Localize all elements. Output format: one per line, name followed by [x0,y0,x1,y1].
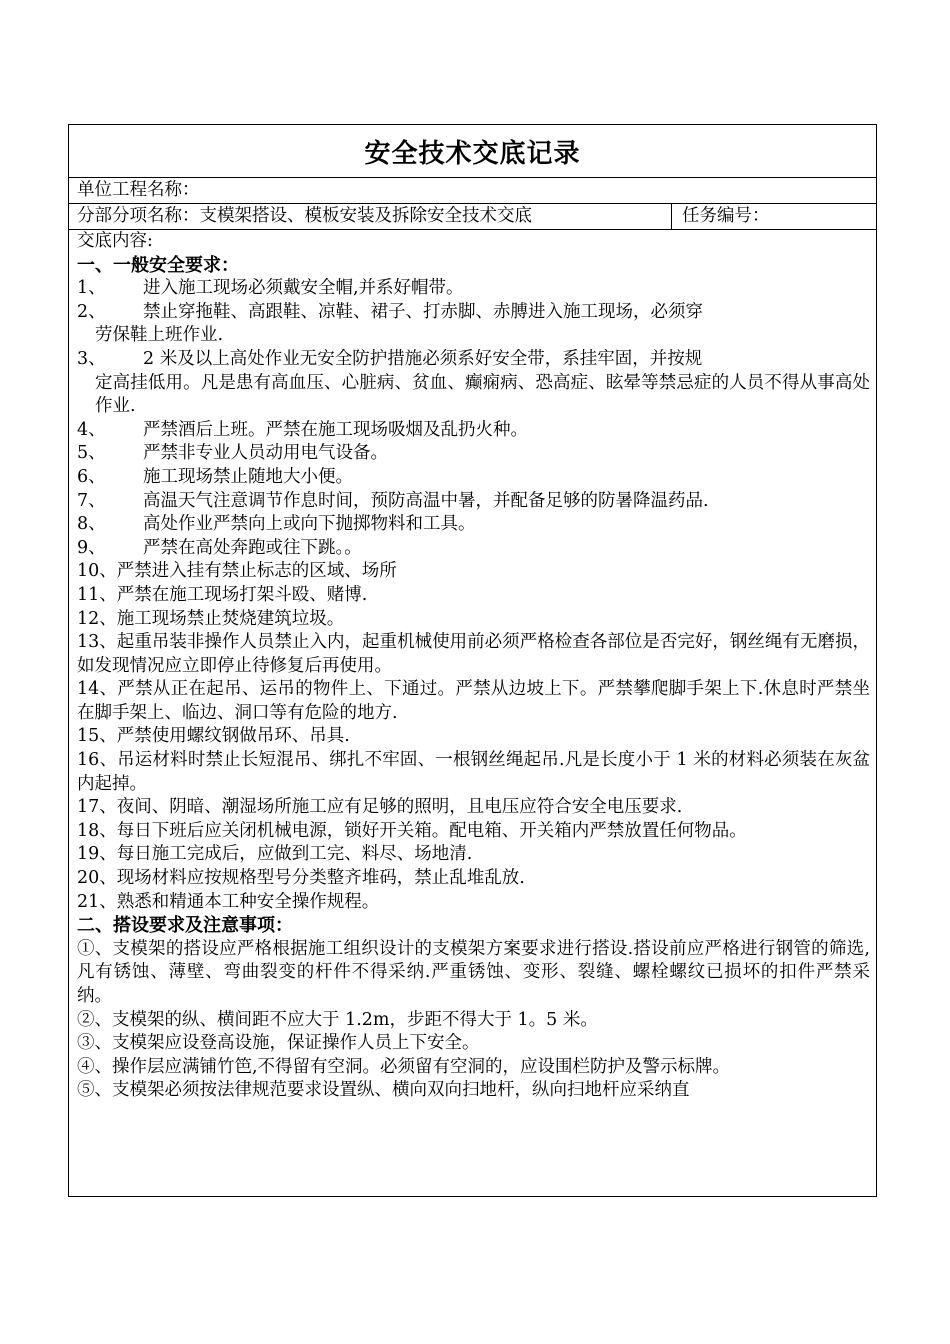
title-row [69,125,876,178]
list-item: 11、严禁在施工现场打架斗殴、赌博. [77,584,368,605]
list-item: 18、每日下班后应关闭机械电源，锁好开关箱。配电箱、开关箱内严禁放置任何物品。 [77,820,747,841]
item-number: 6、 [77,466,106,487]
list-item: 21、熟悉和精通本工种安全操作规程。 [77,891,380,912]
list-item: ②、支模架的纵、横间距不应大于 1.2m，步距不得大于 1。5 米。 [77,1009,598,1030]
list-item: 12、施工现场禁止焚烧建筑垃圾。 [77,608,345,629]
list-item: 20、现场材料应按规格型号分类整齐堆码，禁止乱堆乱放. [77,868,525,889]
item-number: 7、 [77,490,106,511]
page-title: 安全技术交底记录 [364,138,581,169]
list-item [77,466,870,490]
list-item: 14、严禁从正在起吊、运吊的物件上、下通过。严禁从边坡上下。严禁攀爬脚手架上下.休息时严禁坐在脚手架上、临边、洞口等有危险的地方. [77,679,870,723]
item-text: 严禁在高处奔跑或往下跳。。 [143,537,362,558]
list-item [77,348,870,419]
list-item: 17、夜间、阴暗、潮湿场所施工应有足够的照明，且电压应符合安全电压要求. [77,797,683,818]
item-text: 禁止穿拖鞋、高跟鞋、凉鞋、裙子、打赤脚、赤膊进入施工现场，必须穿 [143,301,703,322]
section2-heading: 二、搭设要求及注意事项： [77,915,293,937]
subproject-row [69,204,876,230]
list-item [77,301,870,348]
list-item: 15、严禁使用螺纹钢做吊环、吊具. [77,726,350,747]
list-item [77,513,870,537]
item-text-wrap [95,301,870,348]
item-number: 5、 [77,443,106,464]
item-text-continued: 定高挂低用。凡是患有高血压、心脏病、贫血、癫痫病、恐高症、眩晕等禁忌症的人员不得从事高处作业. [95,372,870,417]
item-number: 1、 [77,278,106,299]
list-item: ④、操作层应满铺竹笆,不得留有空洞。必须留有空洞的，应设围栏防护及警示标牌。 [77,1056,731,1077]
item-number: 8、 [77,514,106,535]
list-item [77,490,870,514]
item-text: 高处作业严禁向上或向下抛掷物料和工具。 [143,514,476,535]
list-item [77,419,870,443]
item-text: 进入施工现场必须戴安全帽,并系好帽带。 [143,278,464,299]
list-item: ③、支模架应设登高设施，保证操作人员上下安全。 [77,1033,480,1054]
list-item: 19、每日施工完成后，应做到工完、料尽、场地清. [77,844,473,865]
list-item [77,442,870,466]
list-item: 16、吊运材料时禁止长短混吊、绑扎不牢固、一根钢丝绳起吊.凡是长度小于 1 米的材料必须装在灰盆内起掉。 [77,750,870,794]
section1-heading: 一、一般安全要求： [77,254,239,276]
item-number: 4、 [77,419,106,440]
list-item: ⑤、支模架必须按法律规范要求设置纵、横向双向扫地杆，纵向扫地杆应采纳直 [77,1080,690,1101]
subproject-label: 分部分项名称：支模架搭设、模板安装及拆除安全技术交底 [69,204,672,229]
item-number: 3、 [77,348,106,369]
task-number-label: 任务编号： [682,206,770,226]
item-text: 施工现场禁止随地大小便。 [143,466,353,487]
content-label: 交底内容: [77,231,153,251]
item-text: 2 米及以上高处作业无安全防护措施必须系好安全带，系挂牢固，并按规 [143,348,703,369]
item-text: 严禁非专业人员动用电气设备。 [143,443,388,464]
list-item: 13、起重吊装非操作人员禁止入内，起重机械使用前必须严格检查各部位是否完好，钢丝绳有无磨损，如发现情况应立即停止待修复后再使用。 [77,632,870,676]
item-text-wrap [95,348,870,419]
item-number: 9、 [77,537,106,558]
safety-briefing-form [68,124,877,1197]
list-item [77,277,870,301]
briefing-content [69,230,876,1103]
unit-project-row [69,178,876,204]
item-text: 严禁酒后上班。严禁在施工现场吸烟及乱扔火种。 [143,419,528,440]
unit-project-label: 单位工程名称： [77,180,200,200]
item-text: 高温天气注意调节作息时间，预防高温中暑，并配备足够的防暑降温药品. [143,490,709,511]
list-item: ①、支模架的搭设应严格根据施工组织设计的支模架方案要求进行搭设.搭设前应严格进行钢管的筛选,凡有锈蚀、薄壁、弯曲裂变的杆件不得采纳.严重锈蚀、变形、裂缝、螺栓螺纹已损坏的扣件严禁采纳。 [77,938,870,1006]
item-text-continued: 劳保鞋上班作业. [95,325,224,346]
item-number: 2、 [77,301,106,322]
list-item [77,537,870,561]
list-item: 10、严禁进入挂有禁止标志的区域、场所 [77,561,397,582]
